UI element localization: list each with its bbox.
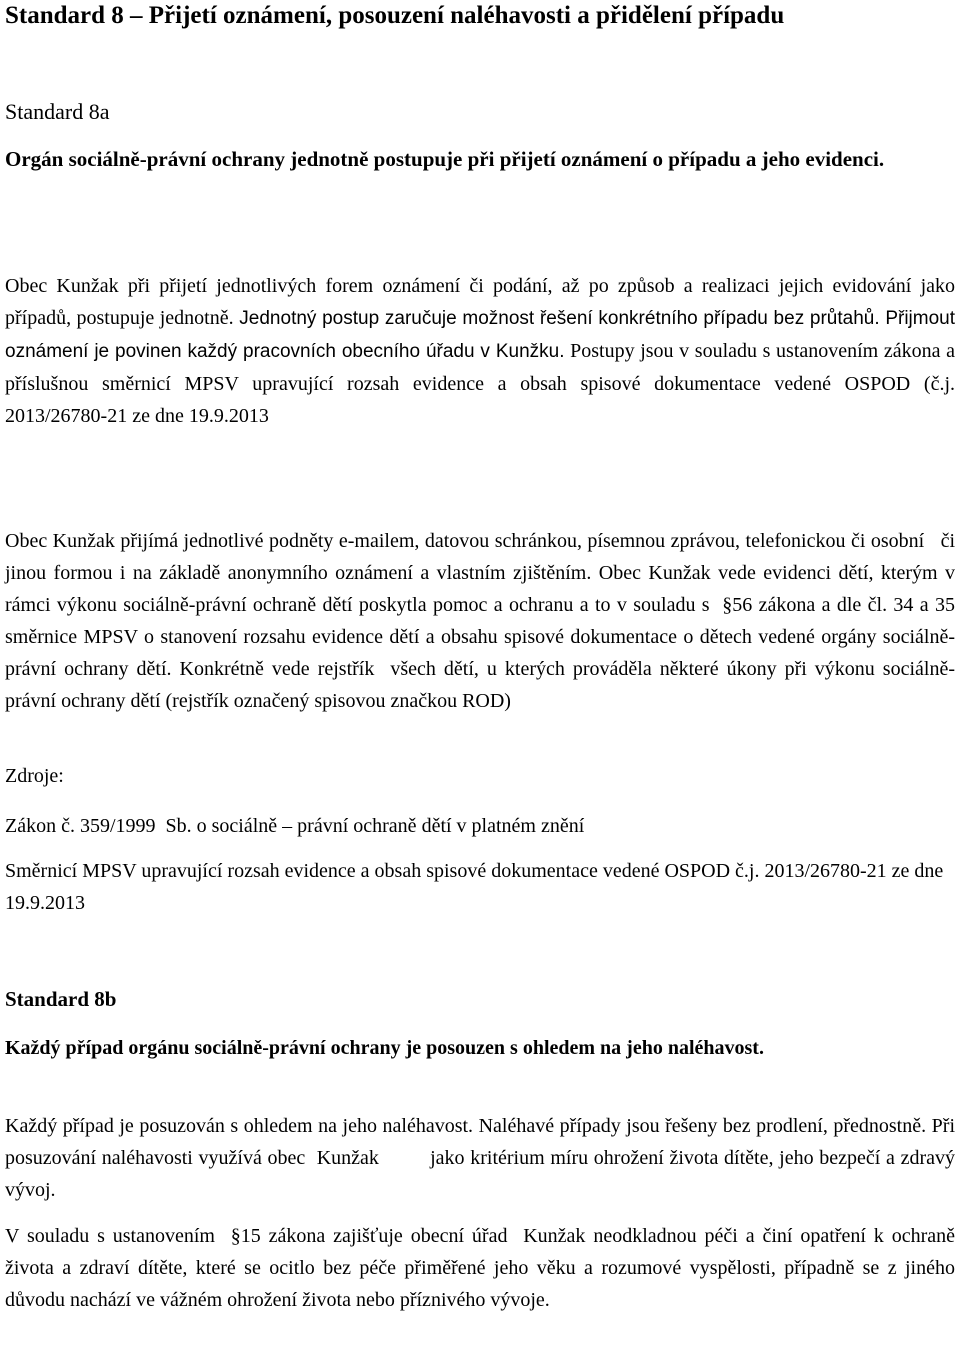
sources-label: Zdroje: [5,765,64,787]
document-title: Standard 8 – Přijetí oznámení, posouzení naléhavosti a přidělení případu [5,2,785,29]
standard-8a-paragraph-2: Obec Kunžak přijímá jednotlivé podněty e-mailem, datovou schránkou, písemnou zprávou, telefonickou či osobní či jinou formou i na základě anonymního oznámení a vlastním zjištěním. Obec Kunžak vede evidenci dětí, kterým v rámci výkonu sociálně-právní ochraně dětí poskytla pomoc a ochranu a to v souladu s §56 zákona a dle čl. 34 a 35 směrnice MPSV o stanovení rozsahu evidence dětí a obsahu spisové dokumentace o dětech vedené orgány sociálně-právní ochrany dětí. Konkrétně vede rejstřík všech dětí, u kterých prováděla některé úkony při výkonu sociálně-právní ochrany dětí (rejstřík označený spisovou značkou ROD) [5,530,955,712]
source-directive: Směrnicí MPSV upravující rozsah evidence a obsah spisové dokumentace vedené OSPOD č.j. 2013/26780-21 ze dne 19.9.2013 [5,860,944,914]
standard-8a-statement: Orgán sociálně-právní ochrany jednotně postupuje při přijetí oznámení o případu a jeho evidenci. [5,147,885,171]
paragraph-1-part-b: Jednotný postup zaručuje možnost řešení konkrétního případu bez průtahů. Přijmout oznámení je povinen každý pracovních obecního úřadu v Kunžku. [5,308,956,362]
standard-8b-statement: Každý případ orgánu sociálně-právní ochrany je posouzen s ohledem na jeho naléhavost. [5,1037,764,1059]
standard-8b-heading: Standard 8b [5,987,117,1011]
paragraph-1-part-a: Obec Kunžak při přijetí jednotlivých forem oznámení či podání, až po způsob a realizaci jejich evidování jako případů, postupuje jednotně. [5,275,955,329]
standard-8a-heading: Standard 8a [5,99,110,124]
standard-8a-paragraph-1 [5,270,955,432]
standard-8b-paragraph-2: V souladu s ustanovením §15 zákona zajišťuje obecní úřad Kunžak neodkladnou péči a činí opatření k ochraně života a zdraví dítěte, které se ocitlo bez péče přiměřené jeho věku a rozumové vyspělosti, případně se z jiného důvodu nachází ve vážném ohrožení života nebo příznivého vývoje. [5,1225,955,1311]
standard-8b-paragraph-1: Každý případ je posuzován s ohledem na jeho naléhavost. Naléhavé případy jsou řešeny bez prodlení, přednostně. Při posuzování naléhavosti využívá obec Kunžak jako kritérium míru ohrožení života dítěte, jeho bezpečí a zdravý vývoj. [5,1115,955,1201]
paragraph-1-part-c: Postupy jsou v souladu s ustanovením zákona a příslušnou směrnicí MPSV upravující rozsah evidence a obsah spisové dokumentace vedené OSPOD (č.j. 2013/26780-21 ze dne 19.9.2013 [5,340,955,427]
source-law: Zákon č. 359/1999 Sb. o sociálně – právní ochraně dětí v platném znění [5,815,585,837]
